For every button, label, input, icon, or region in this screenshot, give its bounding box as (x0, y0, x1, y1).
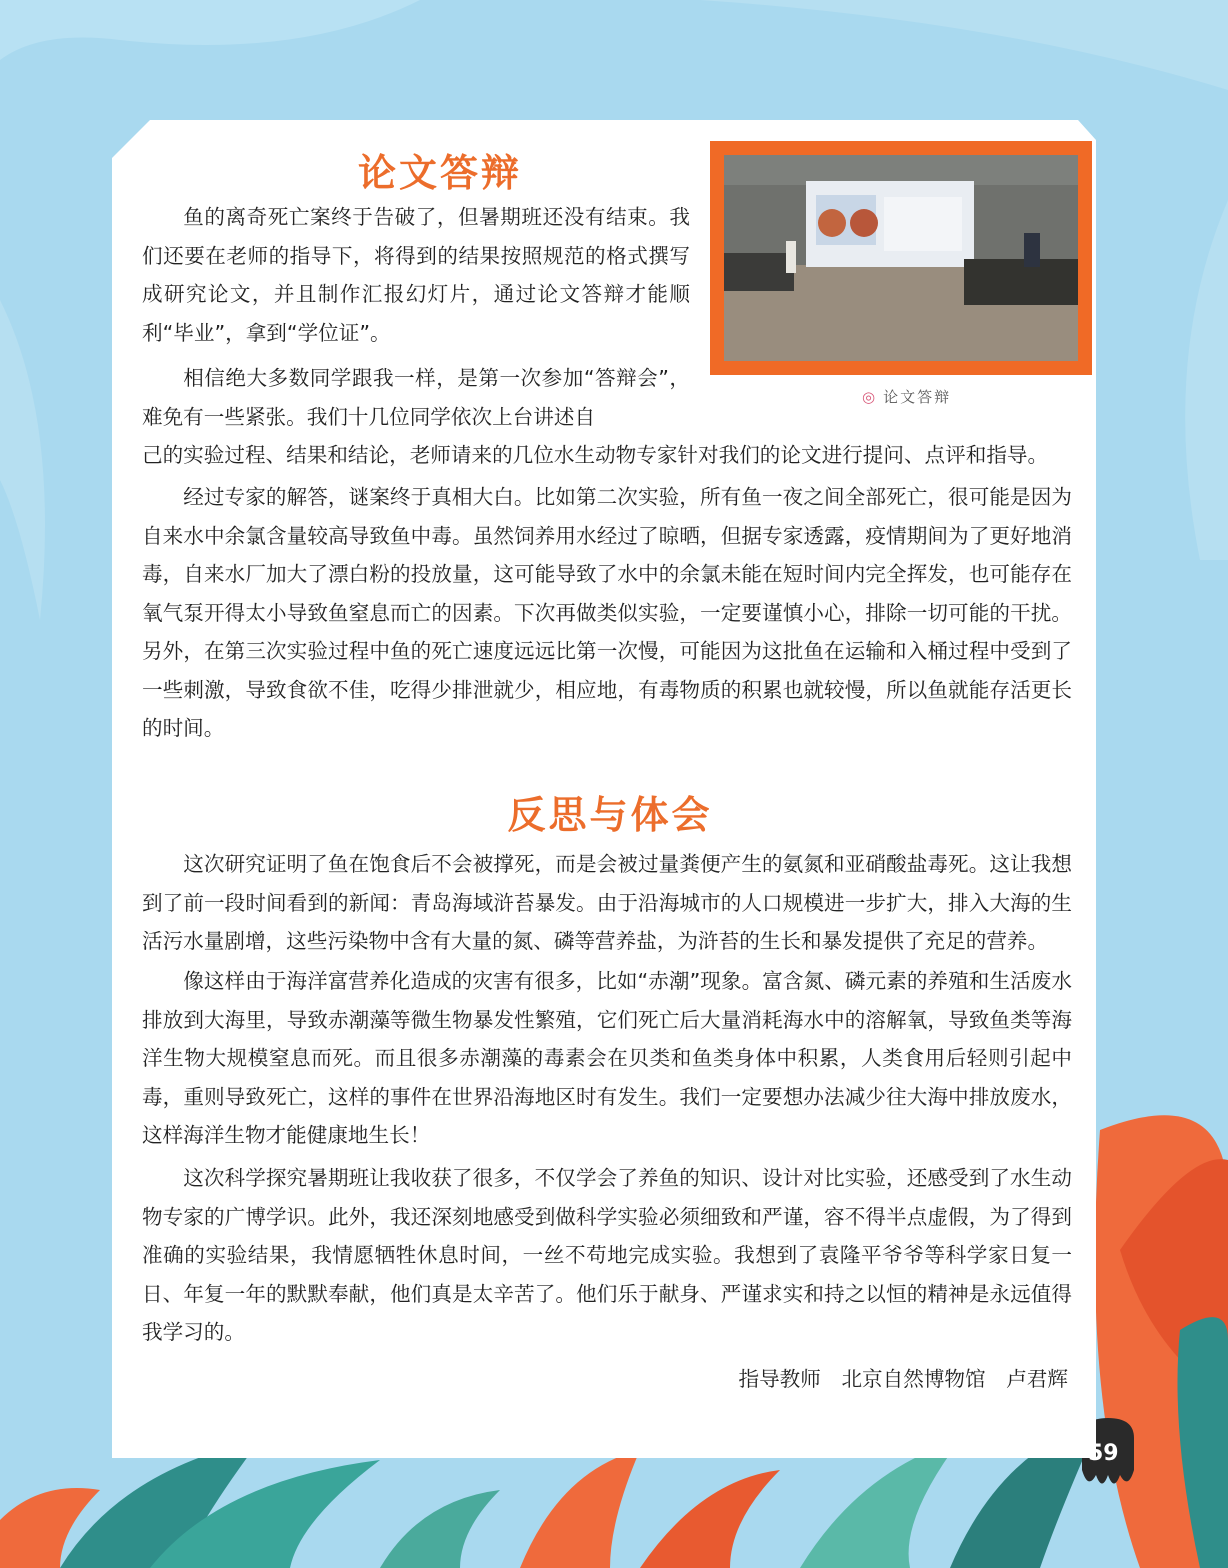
defense-photo (724, 155, 1078, 361)
section-title-defense: 论文答辩 (357, 151, 522, 195)
caption-text: 论文答辩 (883, 388, 952, 406)
section-title-reflection: 反思与体会 (507, 793, 713, 837)
page-number: 59 (1088, 1441, 1119, 1466)
paragraph: 相信绝大多数同学跟我一样，是第一次参加“答辩会”，难免有一些紧张。我们十几位同学依次上台讲述自 (142, 366, 690, 429)
paragraph-continuation: 己的实验过程、结果和结论，老师请来的几位水生动物专家针对我们的论文进行提问、点评和指导。 (142, 443, 1049, 467)
signature: 指导教师 北京自然博物馆 卢君辉 (738, 1367, 1068, 1391)
paragraph: 鱼的离奇死亡案终于告破了，但暑期班还没有结束。我们还要在老师的指导下，将得到的结果按照规范的格式撰写成研究论文，并且制作汇报幻灯片，通过论文答辩才能顺利“毕业”，拿到“学位证”。 (142, 205, 690, 345)
paragraph: 经过专家的解答，谜案终于真相大白。比如第二次实验，所有鱼一夜之间全部死亡，很可能是因为自来水中余氯含量较高导致鱼中毒。虽然饲养用水经过了晾晒，但据专家透露，疫情期间为了更好地消毒，自来水厂加大了漂白粉的投放量，这可能导致了水中的余氯未能在短时间内完全挥发，也可能存在氧气泵开得太小导致鱼窒息而亡的因素。下次再做类似实验，一定要谨慎小心，排除一切可能的干扰。另外，在第三次实验过程中鱼的死亡速度远远比第一次慢，可能因为这批鱼在运输和入桶过程中受到了一些刺激，导致食欲不佳，吃得少排泄就少，相应地，有毒物质的积累也就较慢，所以鱼就能存活更长的时间。 (142, 485, 1072, 740)
paragraph: 像这样由于海洋富营养化造成的灾害有很多，比如“赤潮”现象。富含氮、磷元素的养殖和生活废水排放到大海里，导致赤潮藻等微生物暴发性繁殖，它们死亡后大量消耗海水中的溶解氧，导致鱼类等海洋生物大规模窒息而死。而且很多赤潮藻的毒素会在贝类和鱼类身体中积累，人类食用后轻则引起中毒，重则导致死亡，这样的事件在世界沿海地区时有发生。我们一定要想办法减少往大海中排放废水，这样海洋生物才能健康地生长！ (142, 969, 1072, 1147)
paragraph: 这次研究证明了鱼在饱食后不会被撑死，而是会被过量粪便产生的氨氮和亚硝酸盐毒死。这让我想到了前一段时间看到的新闻：青岛海域浒苔暴发。由于沿海城市的人口规模进一步扩大，排入大海的生活污水量剧增，这些污染物中含有大量的氮、磷等营养盐，为浒苔的生长和暴发提供了充足的营养。 (142, 852, 1072, 953)
paragraph: 这次科学探究暑期班让我收获了很多，不仅学会了养鱼的知识、设计对比实验，还感受到了水生动物专家的广博学识。此外，我还深刻地感受到做科学实验必须细致和严谨，容不得半点虚假，为了得到准确的实验结果，我情愿牺牲休息时间，一丝不苟地完成实验。我想到了袁隆平爷爷等科学家日复一日、年复一年的默默奉献，他们真是太辛苦了。他们乐于献身、严谨求实和持之以恒的精神是永远值得我学习的。 (142, 1166, 1072, 1344)
photo-caption (862, 386, 951, 407)
photo-frame (710, 141, 1092, 375)
classroom-scene-illustration (724, 155, 1078, 361)
caption-bullet-icon: ◎ (862, 388, 878, 406)
